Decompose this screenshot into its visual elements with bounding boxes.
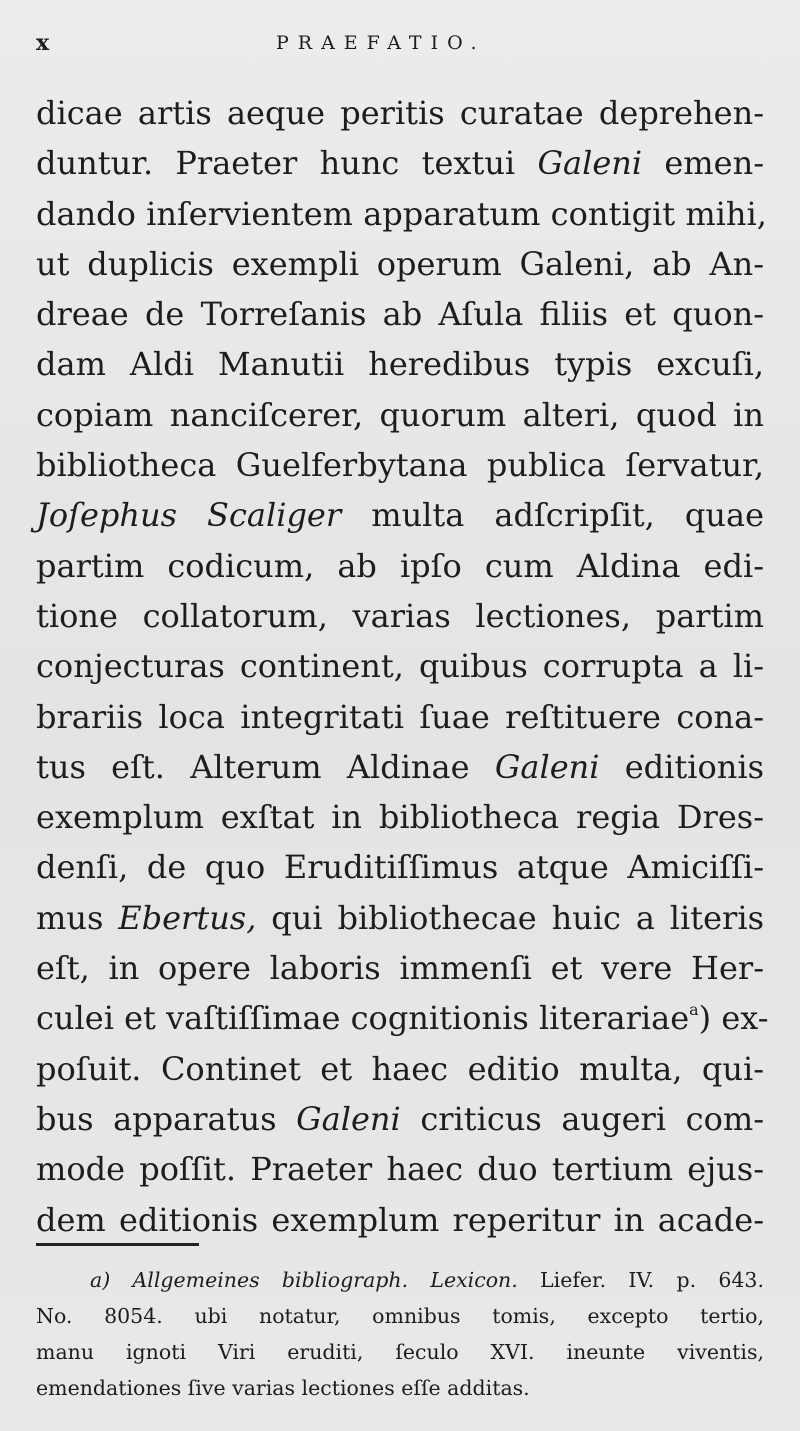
text-run: eſt, in opere laboris immenſi et vere Her- [36, 949, 764, 988]
page-header [36, 30, 764, 60]
text-line [36, 792, 764, 842]
text-run: ) ex- [698, 999, 769, 1038]
text-line [36, 1195, 764, 1245]
text-run: conjecturas continent, quibus corrupta a li- [36, 647, 764, 686]
text-line [36, 893, 764, 943]
italic-run: a) [90, 1268, 111, 1292]
text-line [36, 88, 764, 138]
text-run: denſi, de quo Eruditiſſimus atque Amiciſſi- [36, 848, 764, 887]
text-run: criticus augeri com- [400, 1099, 765, 1138]
italic-run: Joſephus Scaliger [36, 496, 342, 535]
text-run: Liefer. IV. p. 643. [517, 1268, 764, 1292]
text-line [36, 742, 764, 792]
text-run: partim codicum, ab ipſo cum Aldina edi- [36, 546, 764, 585]
text-run: No. 8054. ubi notatur, omnibus tomis, excepto tertio, [36, 1304, 764, 1328]
text-line [36, 1144, 764, 1194]
text-line [36, 993, 769, 1043]
running-head: PRAEFATIO. [276, 32, 486, 54]
text-run: bibliotheca Guelferbytana publica ſervatur, [36, 446, 764, 485]
text-line [36, 842, 764, 892]
text-run: tione collatorum, varias lectiones, partim [36, 596, 764, 635]
text-run: copiam nanciſcerer, quorum alteri, quod in [36, 395, 764, 434]
footnote-rule [36, 1243, 199, 1246]
text-run: emendationes ſive varias lectiones eſſe additas. [36, 1376, 530, 1400]
text-line [36, 541, 764, 591]
text-run: duntur. Praeter hunc textui [36, 144, 538, 183]
text-run: dam Aldi Manutii heredibus typis excuſi, [36, 345, 764, 384]
text-line [36, 692, 764, 742]
text-run: mus [36, 898, 119, 937]
footnote-line [36, 1262, 764, 1298]
text-line [36, 591, 764, 641]
italic-run: Ebertus, [118, 898, 257, 937]
text-line [36, 1044, 764, 1094]
text-run: poſuit. Continet et haec editio multa, qui- [36, 1049, 764, 1088]
text-run: bus apparatus [36, 1099, 297, 1138]
text-run: dando inſervientem apparatum contigit mihi, [36, 194, 767, 233]
text-run: ut duplicis exempli operum Galeni, ab An- [36, 244, 764, 283]
text-run: dreae de Torreſanis ab Aſula filiis et quon- [36, 295, 764, 334]
text-run: multa adſcripſit, quae [341, 496, 765, 535]
italic-run: Galeni [296, 1099, 401, 1138]
text-line [36, 339, 764, 389]
text-line [36, 641, 764, 691]
italic-run: Galeni [537, 144, 643, 183]
text-run: exemplum exſtat in bibliotheca regia Dres- [36, 798, 764, 837]
text-run: brariis loca integritati ſuae reſtituere cona- [36, 697, 764, 736]
text-run: emen- [642, 144, 765, 183]
text-run: mode poſſit. Praeter haec duo tertium ejus- [36, 1150, 764, 1189]
text-line [36, 289, 764, 339]
page-number: x [36, 30, 51, 56]
text-line [36, 490, 764, 540]
text-line [36, 239, 764, 289]
text-line [36, 440, 764, 490]
text-line [36, 189, 767, 239]
text-run: manu ignoti Viri eruditi, ſeculo XVI. ineunte viventis, [36, 1340, 764, 1364]
text-line [36, 390, 764, 440]
text-run: editionis [599, 747, 765, 786]
body-text [36, 88, 769, 1245]
footnote-line [36, 1334, 764, 1370]
footnote-line [36, 1298, 764, 1334]
text-line [36, 943, 764, 993]
italic-run: Galeni [494, 747, 600, 786]
text-line [36, 138, 764, 188]
text-run: dem editionis exemplum reperitur in acade- [36, 1200, 764, 1239]
text-run: qui bibliothecae huic a literis [256, 898, 765, 937]
footnotes [36, 1262, 764, 1406]
text-run: dicae artis aeque peritis curatae deprehen- [36, 94, 764, 132]
text-line [36, 1094, 764, 1144]
footnote-marker: a [689, 1000, 699, 1020]
text-run [110, 1268, 132, 1292]
footnote-line [36, 1370, 764, 1406]
text-run: culei et vaſtiſſimae cognitionis literariae [36, 999, 690, 1038]
text-run: tus eſt. Alterum Aldinae [36, 747, 495, 786]
italic-run: Allgemeines bibliograph. Lexicon. [132, 1268, 518, 1292]
